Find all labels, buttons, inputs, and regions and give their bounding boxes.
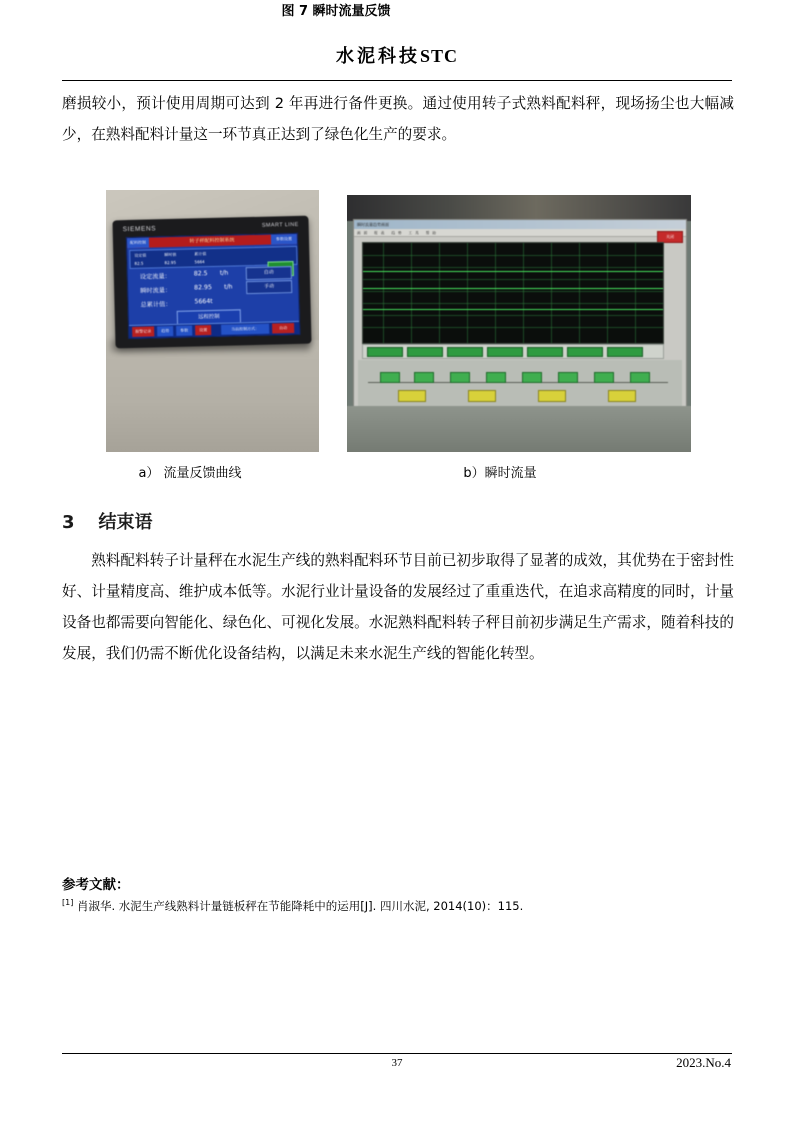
grid-line bbox=[439, 243, 440, 343]
strip-cell: 瞬时值 bbox=[164, 251, 177, 258]
strip-cell: 82.5 bbox=[134, 260, 144, 266]
scada-monitor bbox=[353, 219, 687, 411]
grid-line bbox=[523, 243, 524, 343]
figure-caption-main: 图 7 瞬时流量反馈 bbox=[281, 4, 391, 19]
legend-item[interactable] bbox=[567, 347, 603, 357]
trend-series bbox=[363, 288, 663, 289]
hmi-footer-status-value: 自动 bbox=[272, 323, 294, 334]
grid-line bbox=[363, 255, 663, 256]
hmi-footer-button[interactable]: 报警记录 bbox=[132, 326, 154, 337]
hmi-flow-value: 82.95 bbox=[194, 284, 212, 292]
grid-line bbox=[363, 267, 663, 268]
section-title: 结束语 bbox=[98, 512, 153, 533]
trend-chart bbox=[362, 242, 664, 344]
mimic-equipment[interactable] bbox=[414, 372, 434, 383]
strip-cell: 82.95 bbox=[164, 259, 177, 266]
grid-line bbox=[383, 243, 384, 343]
legend-item[interactable] bbox=[487, 347, 523, 357]
hmi-total-label: 总累计值： bbox=[140, 300, 172, 309]
scada-menu-bar[interactable]: 画面 报表 趋势 工具 帮助 bbox=[354, 229, 686, 237]
hmi-title-right[interactable]: 参数设置 bbox=[271, 234, 297, 245]
hmi-setpoint-unit: t/h bbox=[219, 269, 229, 277]
grid-line bbox=[495, 243, 496, 343]
smartline-label: SMART LINE bbox=[261, 221, 299, 229]
hmi-mode-display[interactable]: 自动 bbox=[246, 266, 292, 280]
hmi-total-value: 5664t bbox=[194, 297, 213, 306]
references-heading: 参考文献： bbox=[62, 877, 130, 893]
mimic-equipment[interactable] bbox=[522, 372, 542, 383]
legend-item[interactable] bbox=[407, 347, 443, 357]
mimic-silo[interactable] bbox=[398, 390, 426, 402]
hmi-screen-title: 转子秤配料控制系统 bbox=[127, 234, 297, 248]
strip-cell: 累计值 bbox=[194, 251, 207, 257]
mimic-equipment[interactable] bbox=[380, 372, 400, 383]
grid-line bbox=[467, 243, 468, 343]
header-divider bbox=[62, 80, 732, 81]
page-number: 37 bbox=[391, 1057, 403, 1069]
trend-legend bbox=[362, 344, 664, 359]
footer-divider bbox=[62, 1053, 732, 1054]
figure-group bbox=[62, 190, 734, 455]
grid-line bbox=[579, 243, 580, 343]
hmi-setpoint-value: 82.5 bbox=[193, 270, 208, 278]
hmi-device bbox=[112, 216, 311, 349]
journal-title-cn: 水泥科技 bbox=[335, 46, 420, 67]
scada-close-button[interactable]: 关闭 bbox=[657, 231, 683, 243]
mimic-equipment[interactable] bbox=[558, 372, 578, 383]
hmi-screen bbox=[126, 233, 300, 339]
page-header bbox=[62, 42, 732, 68]
strip-cell: 设定值 bbox=[134, 252, 147, 258]
hmi-remote-control-button[interactable]: 远程控制 bbox=[177, 309, 241, 325]
paragraph-continuation: 磨损较小，预计使用周期可达到 2 年再进行备件更换。通过使用转子式熟料配料秤，现场扬尘也大幅减少，在熟料配料计量这一环节真正达到了绿色化生产的要求。 bbox=[62, 95, 734, 143]
panel-base bbox=[106, 340, 319, 452]
grid-line bbox=[411, 243, 412, 343]
reference-text: 肖淑华. 水泥生产线熟料计量链板秤在节能降耗中的运用[J]. 四川水泥, 2014(10)：115. bbox=[77, 898, 524, 913]
mimic-silo[interactable] bbox=[608, 390, 636, 402]
trend-series bbox=[363, 309, 663, 310]
strip-cell: 5664 bbox=[194, 259, 205, 265]
scada-window-title: 瞬时流量趋势画面 bbox=[354, 220, 686, 229]
mimic-equipment[interactable] bbox=[594, 372, 614, 383]
reference-index: [1] bbox=[62, 898, 74, 907]
siemens-logo: SIEMENS bbox=[122, 225, 157, 234]
hmi-flow-unit: t/h bbox=[224, 283, 233, 291]
grid-line bbox=[551, 243, 552, 343]
journal-title-en: STC bbox=[419, 46, 458, 66]
mimic-equipment[interactable] bbox=[450, 372, 470, 383]
figure-scada-photo bbox=[347, 195, 691, 452]
paragraph-conclusion: 熟料配料转子计量秤在水泥生产线的熟料配料环节目前已初步取得了显著的成效，其优势在于密封性好、计量精度高、维护成本低等。水泥行业计量设备的发展经过了重重迭代，在追求高精度的同时，计量设备也都需要向智能化、绿色化、可视化发展。水泥熟料配料转子秤目前初步满足生产需求，随着科技的发展，我们仍需不断优化设备结构，以满足未来水泥生产线的智能化转型。 bbox=[62, 552, 734, 662]
hmi-footer-button[interactable]: 趋势 bbox=[157, 326, 173, 336]
reference-item bbox=[62, 894, 734, 915]
grid-line bbox=[607, 243, 608, 343]
legend-item[interactable] bbox=[527, 347, 563, 357]
process-mimic-diagram bbox=[358, 360, 682, 408]
issue-label: 2023.No.4 bbox=[676, 1055, 731, 1070]
hmi-title-left[interactable]: 配料控制 bbox=[127, 238, 149, 249]
figure-caption-b: b）瞬时流量 bbox=[463, 466, 537, 481]
mimic-equipment[interactable] bbox=[486, 372, 506, 383]
section-number: 3 bbox=[62, 512, 75, 533]
mimic-silo[interactable] bbox=[468, 390, 496, 402]
figure-caption-a: a） 流量反馈曲线 bbox=[138, 466, 242, 481]
grid-line bbox=[363, 327, 663, 328]
grid-line bbox=[635, 243, 636, 343]
legend-item[interactable] bbox=[447, 347, 483, 357]
hmi-footer-button[interactable]: 设置 bbox=[195, 325, 211, 335]
mimic-equipment[interactable] bbox=[630, 372, 650, 383]
trend-series bbox=[363, 271, 663, 272]
room-background bbox=[347, 195, 691, 221]
hmi-footer-status-label: 当前控制方式： bbox=[221, 324, 269, 335]
hmi-setpoint-label: 设定流量： bbox=[139, 273, 171, 281]
hmi-footer-button[interactable]: 参数 bbox=[176, 326, 192, 336]
grid-line bbox=[363, 291, 663, 292]
section-heading bbox=[62, 508, 153, 534]
mimic-silo[interactable] bbox=[538, 390, 566, 402]
grid-line bbox=[363, 315, 663, 316]
figure-hmi-photo bbox=[106, 190, 319, 452]
grid-line bbox=[363, 279, 663, 280]
legend-item[interactable] bbox=[367, 347, 403, 357]
legend-item[interactable] bbox=[607, 347, 643, 357]
grid-line bbox=[363, 303, 663, 304]
desk-foreground bbox=[347, 406, 691, 452]
hmi-flow-label: 瞬时流量： bbox=[140, 287, 172, 295]
hmi-mode-display-2[interactable]: 手动 bbox=[246, 280, 292, 294]
pipe-line bbox=[368, 382, 668, 383]
hmi-footer-bar bbox=[129, 321, 299, 338]
